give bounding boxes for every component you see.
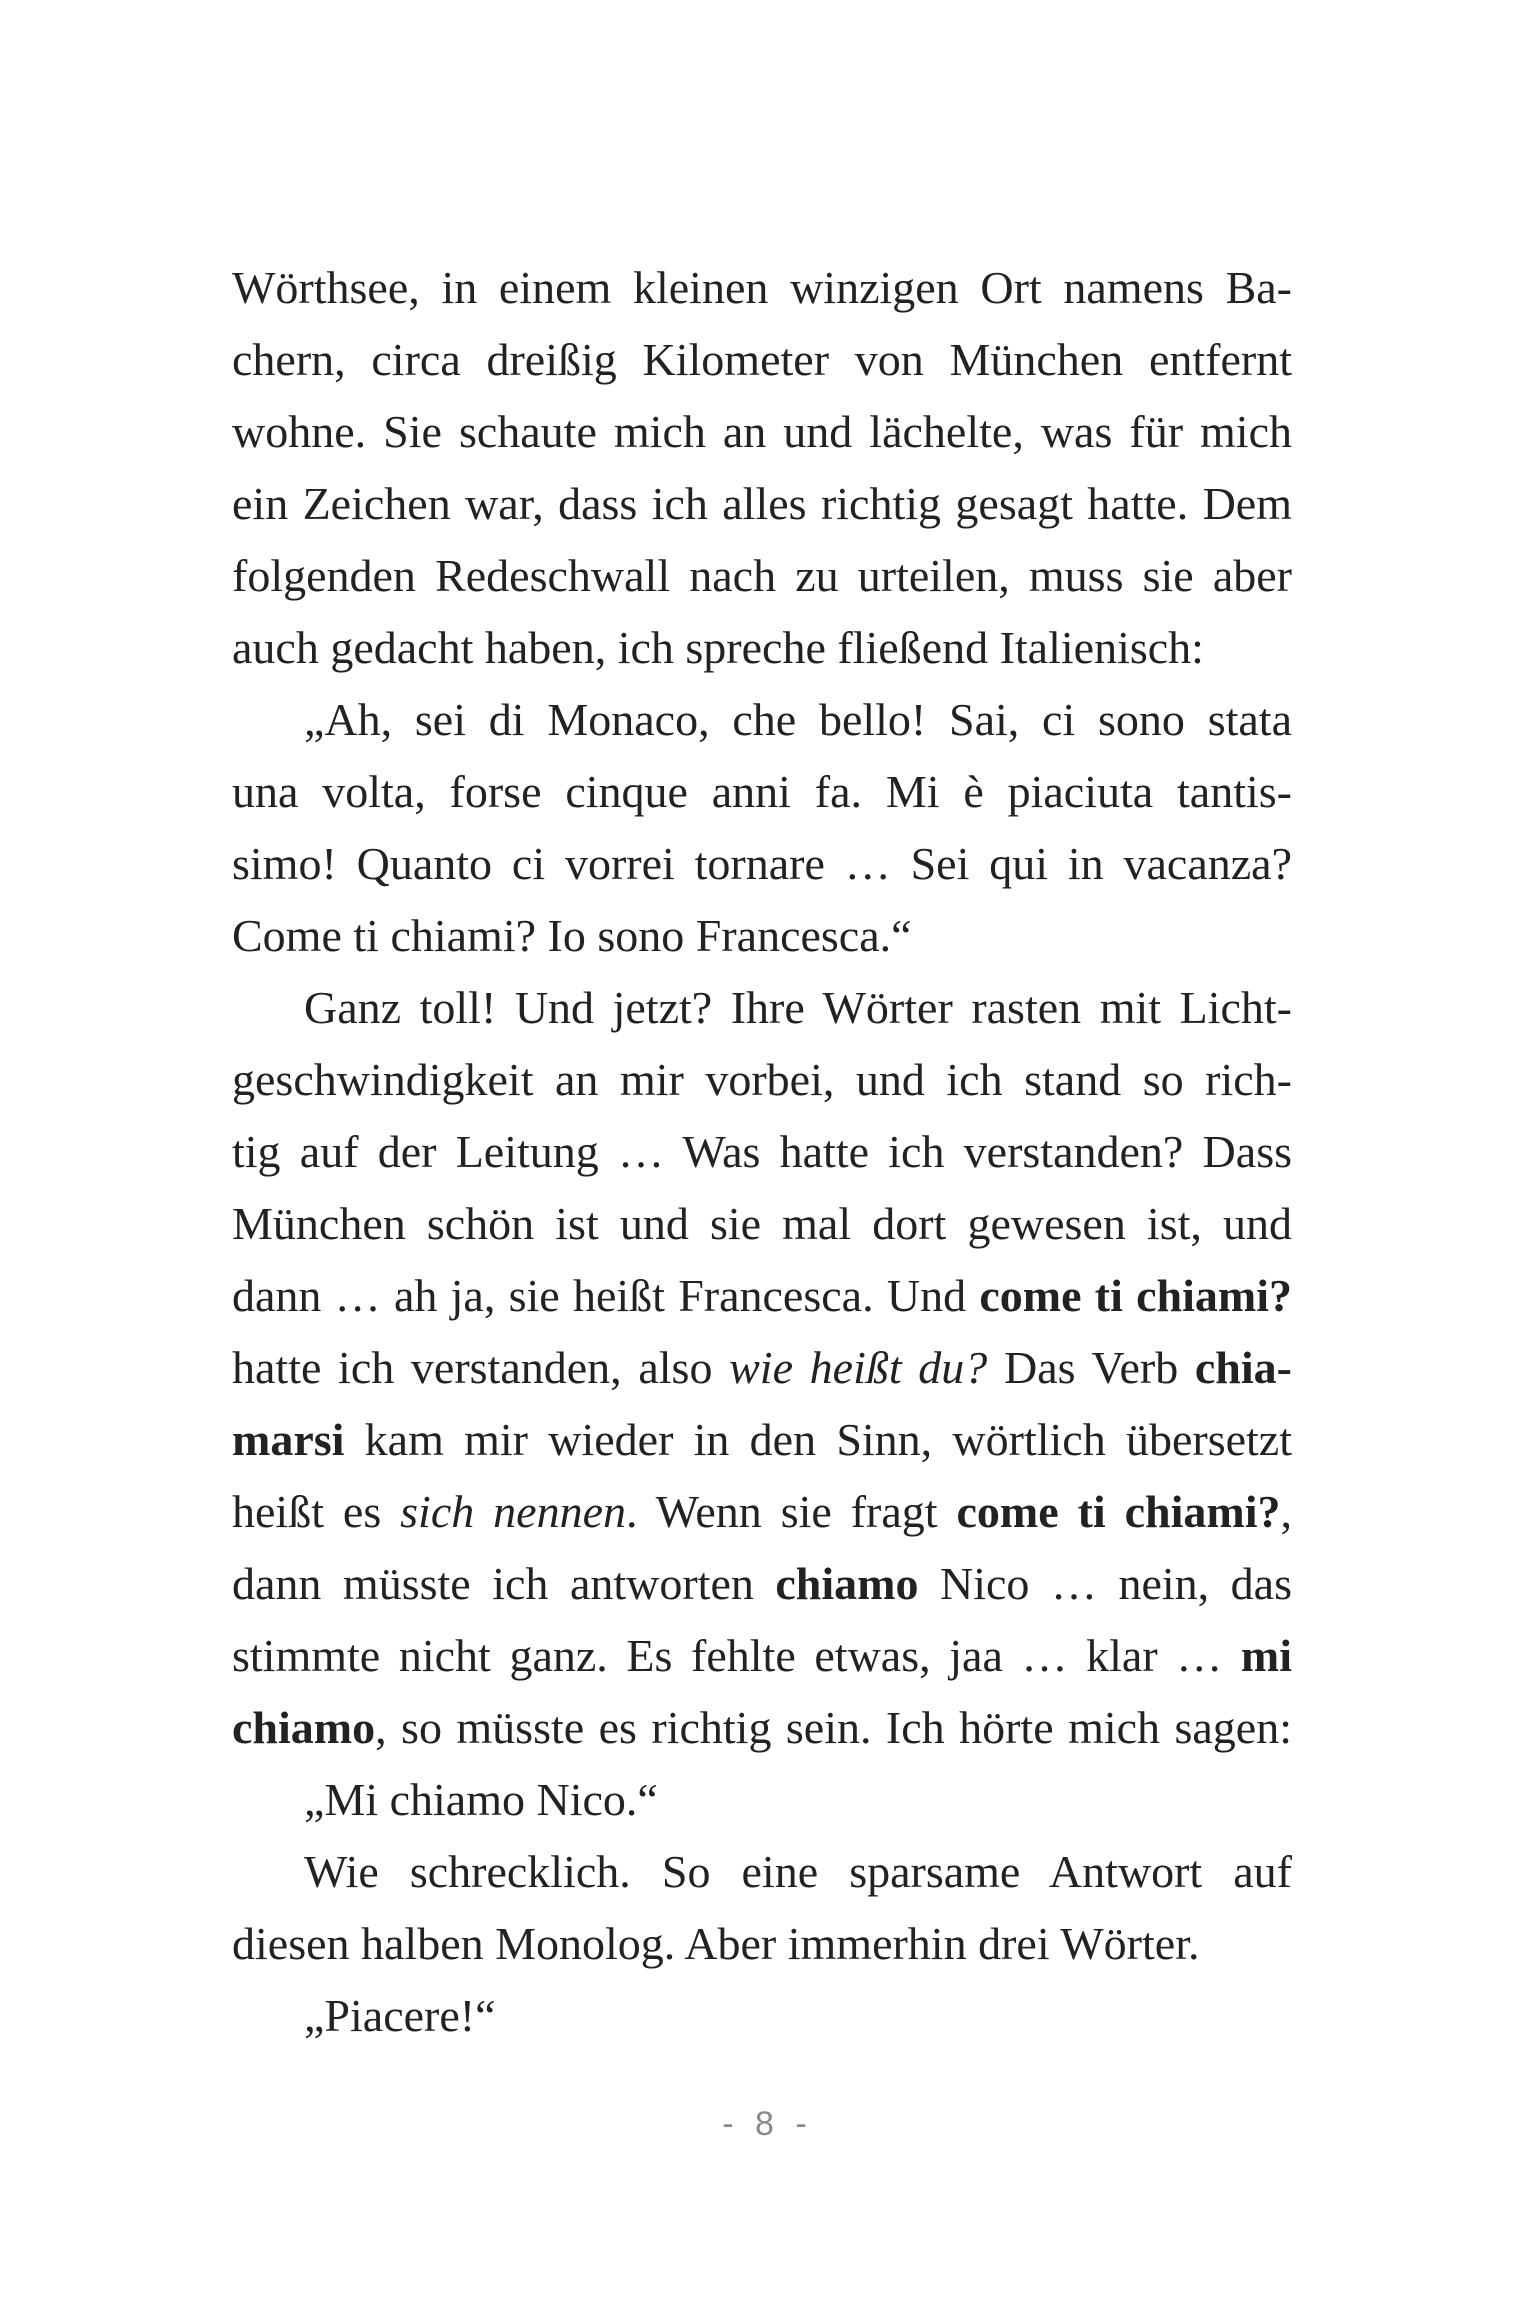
text-line [232, 1980, 1292, 2052]
italic-term: sich nennen [400, 1486, 627, 1537]
text-run: „Ah, sei di Monaco, che bello! Sai, ci sono stata [304, 694, 1292, 745]
text-line [232, 324, 1292, 396]
text-line [232, 900, 1292, 972]
text-run: una volta, forse cinque anni fa. Mi è piaciuta tantis- [232, 766, 1292, 817]
text-run: München schön ist und sie mal dort gewesen ist, und [232, 1198, 1292, 1249]
text-run: kam mir wieder in den Sinn, wörtlich übersetzt [344, 1414, 1292, 1465]
text-run: tig auf der Leitung … Was hatte ich verstanden? Dass [232, 1126, 1292, 1177]
body-text [232, 252, 1292, 2052]
text-line [232, 1908, 1292, 1980]
text-run: Nico … nein, das [918, 1558, 1292, 1609]
text-run: auch gedacht haben, ich spreche fließend Italienisch: [232, 622, 1204, 673]
text-line [232, 756, 1292, 828]
text-line [232, 1188, 1292, 1260]
text-run: , [1280, 1486, 1292, 1537]
text-run: Ganz toll! Und jetzt? Ihre Wörter rasten mit Licht- [304, 982, 1292, 1033]
text-run: Wie schrecklich. So eine sparsame Antwort auf [304, 1846, 1292, 1897]
bold-term: chiamo [775, 1558, 919, 1609]
text-line [232, 1404, 1292, 1476]
text-run: . Wenn sie fragt [626, 1486, 957, 1537]
text-line [232, 684, 1292, 756]
bold-term: chia- [1194, 1342, 1292, 1393]
italic-term: wie heißt du? [729, 1342, 988, 1393]
text-line [232, 972, 1292, 1044]
text-run: Come ti chiami? Io sono Francesca.“ [232, 910, 912, 961]
text-line [232, 1620, 1292, 1692]
text-run: „Piacere!“ [304, 1990, 496, 2041]
bold-term: marsi [232, 1414, 345, 1465]
text-run: diesen halben Monolog. Aber immerhin drei Wörter. [232, 1918, 1200, 1969]
text-line [232, 468, 1292, 540]
text-run: geschwindigkeit an mir vorbei, und ich stand so rich- [232, 1054, 1292, 1105]
text-run: Das Verb [987, 1342, 1195, 1393]
text-line [232, 540, 1292, 612]
text-run: „Mi chiamo Nico.“ [304, 1774, 658, 1825]
text-run: wohne. Sie schaute mich an und lächelte, was für mich [232, 406, 1292, 457]
text-run: Wörthsee, in einem kleinen winzigen Ort namens Ba- [232, 262, 1292, 313]
text-line [232, 252, 1292, 324]
bold-term: come ti chiami? [956, 1486, 1281, 1537]
text-line [232, 1116, 1292, 1188]
text-line [232, 1548, 1292, 1620]
text-run: dann … ah ja, sie heißt Francesca. Und [232, 1270, 980, 1321]
text-line [232, 612, 1292, 684]
text-run: simo! Quanto ci vorrei tornare … Sei qui in vacanza? [232, 838, 1292, 889]
text-run: chern, circa dreißig Kilometer von München entfernt [232, 334, 1292, 385]
text-line [232, 1332, 1292, 1404]
text-line [232, 1044, 1292, 1116]
text-line [232, 1836, 1292, 1908]
text-run: , so müsste es richtig sein. Ich hörte mich sagen: [375, 1702, 1292, 1753]
text-line [232, 828, 1292, 900]
page-number: - 8 - [722, 2105, 813, 2143]
text-run: heißt es [232, 1486, 401, 1537]
text-line [232, 1764, 1292, 1836]
bold-term: mi [1240, 1630, 1292, 1681]
bold-term: come ti chiami? [979, 1270, 1292, 1321]
bold-term: chiamo [232, 1702, 376, 1753]
text-run: folgenden Redeschwall nach zu urteilen, muss sie aber [232, 550, 1292, 601]
text-line [232, 396, 1292, 468]
text-run: dann müsste ich antworten [232, 1558, 776, 1609]
text-run: hatte ich verstanden, also [232, 1342, 730, 1393]
text-line [232, 1692, 1292, 1764]
text-line [232, 1476, 1292, 1548]
text-run: ein Zeichen war, dass ich alles richtig gesagt hatte. Dem [232, 478, 1292, 529]
text-line [232, 1260, 1292, 1332]
text-run: stimmte nicht ganz. Es fehlte etwas, jaa … klar … [232, 1630, 1241, 1681]
